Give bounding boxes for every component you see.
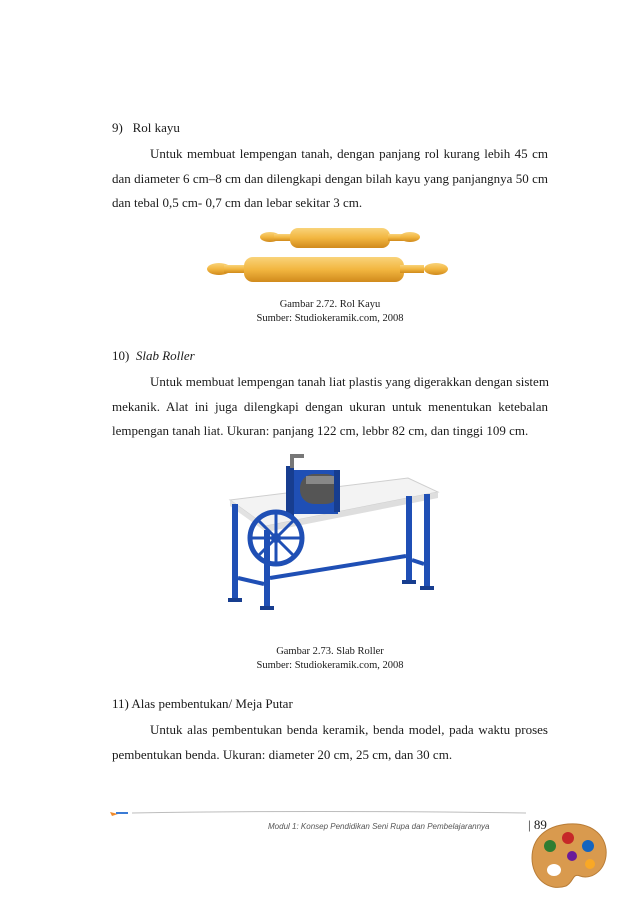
slab-roller-image bbox=[218, 452, 440, 612]
figure-2-73-caption bbox=[112, 645, 548, 673]
figure-caption: Gambar 2.72. Rol Kayu bbox=[279, 299, 381, 310]
rolling-pin-top bbox=[260, 228, 420, 248]
paragraph-line: Untuk membuat lempengan tanah liat plastis yang digerakkan dengan sistem bbox=[150, 374, 549, 389]
paint-palette-icon bbox=[528, 820, 610, 892]
footer-rule bbox=[108, 806, 528, 820]
section-10-paragraph bbox=[112, 370, 548, 444]
paragraph-line: lempengan tanah liat. Ukuran: panjang 122 cm, lebbr 82 cm, dan tinggi 109 cm. bbox=[112, 423, 529, 438]
figure-source: Sumber: Studiokeramik.com, 2008 bbox=[256, 660, 404, 671]
section-10-heading bbox=[112, 348, 195, 364]
rolling-pin-bottom bbox=[207, 257, 448, 282]
page-number: | 89 bbox=[528, 817, 547, 832]
paragraph-line: dan tebal 0,5 cm- 0,7 cm dan lebar sekitar 3 cm. bbox=[112, 195, 363, 210]
figure-caption: Gambar 2.73. Slab Roller bbox=[276, 646, 384, 657]
section-9-paragraph bbox=[112, 142, 548, 216]
paragraph-line: pembentukan benda. Ukuran: diameter 20 cm, 25 cm, dan 30 cm. bbox=[112, 746, 453, 762]
figure-source: Sumber: Studiokeramik.com, 2008 bbox=[256, 313, 404, 324]
section-11-paragraph bbox=[112, 718, 548, 767]
rolling-pin-image bbox=[204, 224, 454, 294]
paragraph-line: Untuk membuat lempengan tanah, dengan panjang rol kurang lebih 45 cm bbox=[150, 146, 548, 161]
section-10-number: 10) bbox=[112, 348, 130, 363]
paragraph-line: dan diameter 6 cm–8 cm dan dilengkapi dengan bilah kayu yang panjangnya 50 cm bbox=[112, 170, 548, 186]
section-11-heading bbox=[112, 696, 293, 712]
paragraph-line: Untuk alas pembentukan benda keramik, benda model, pada waktu proses bbox=[150, 722, 548, 737]
section-11-number: 11) bbox=[112, 696, 129, 711]
section-9-title: Rol kayu bbox=[132, 120, 180, 135]
section-11-title: Alas pembentukan/ Meja Putar bbox=[131, 696, 293, 711]
section-10-title: Slab Roller bbox=[135, 348, 195, 363]
figure-2-72-caption bbox=[112, 298, 548, 326]
footer-module-title: Modul 1: Konsep Pendidikan Seni Rupa dan Pembelajarannya bbox=[268, 822, 490, 831]
section-9-number: 9) bbox=[112, 120, 123, 135]
paragraph-line: mekanik. Alat ini juga dilengkapi dengan ukuran untuk menentukan ketebalan bbox=[112, 398, 548, 414]
section-9-heading bbox=[112, 120, 180, 136]
